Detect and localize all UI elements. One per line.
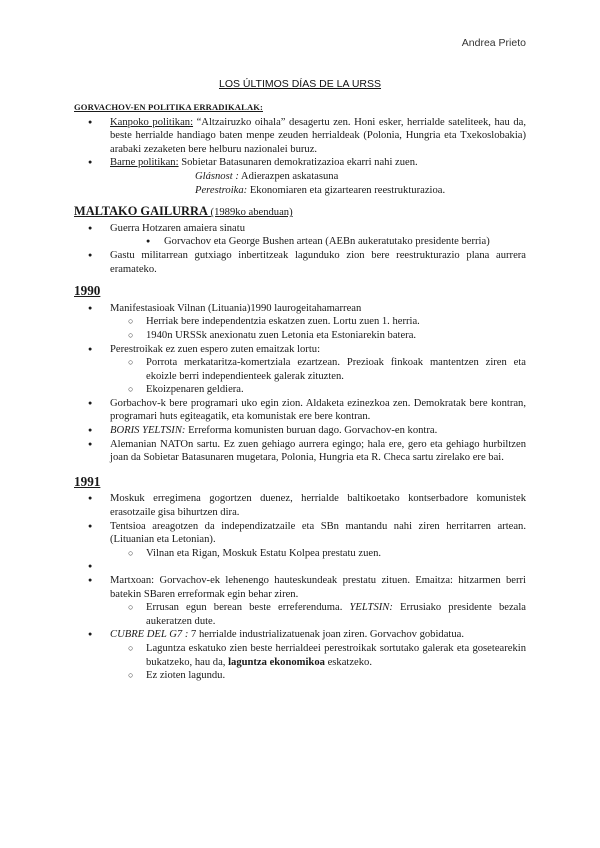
item-label: Barne politikan: xyxy=(110,157,179,169)
list-malta xyxy=(74,222,526,276)
document-body xyxy=(74,101,526,683)
list-politika xyxy=(74,116,526,170)
sub-text: eskatzeko. xyxy=(324,656,372,668)
section-heading-malta xyxy=(74,205,526,220)
section-heading-politika: GORVACHOV-EN POLITIKA ERRADIKALAK: xyxy=(74,102,263,112)
sub-text: Errusan egun berean beste erreferenduma. xyxy=(146,602,350,614)
item-text: “Altzairuzko oihala” desagertu zen. Honi esker, herrialde sateliteek, hau da, beste herrialde handiago baten menpe zeuden herrialdeak (Polonia, Hungria eta Txekoslobakia) arabaki zezaketen bere helburu nazionalei buruz. xyxy=(110,116,527,155)
section-heading-1990: 1990 xyxy=(74,283,101,299)
item-text: Sobietar Batasunaren demokratizazioa ekarri nahi zuen. xyxy=(178,157,418,169)
sub-text: Adierazpen askatasuna xyxy=(238,170,339,182)
list-1991 xyxy=(74,492,526,682)
item-label: CUBRE DEL G7 : xyxy=(110,629,189,641)
sub-label: YELTSIN: xyxy=(349,602,393,614)
list-item: ● Martxoan: Gorvachov-ek lehenengo hauteskundeak prestatu zituen. Emaitza: hitzarmen berri batekin SBaren erreformak egin behar ziren. xyxy=(74,574,526,601)
sub-label: Glásnost : xyxy=(195,170,239,182)
list-item-empty xyxy=(74,560,526,574)
item-label: Kanpoko politikan: xyxy=(110,116,194,128)
list-item: ● Gastu militarrean gutxiago inbertitzeak lagunduko zion bere reestrukturazio plana aurrera eramateko. xyxy=(74,249,526,276)
list-item xyxy=(74,424,526,438)
list-item xyxy=(74,628,526,642)
list-subitem: ○ Ekoizpenaren geldiera. xyxy=(74,383,526,397)
sub-bold: laguntza ekonomikoa xyxy=(228,656,325,668)
item-label: BORIS YELTSIN: xyxy=(110,425,186,437)
sub-label: Perestroika: xyxy=(195,184,248,196)
list-item: ● Moskuk erregimena gogortzen duenez, herrialde baltikoetako kontserbadore komunistek erasotzaile gisa bihurtzen dira. xyxy=(74,492,526,519)
list-item: ● Guerra Hotzaren amaiera sinatu xyxy=(74,222,526,236)
list-1990 xyxy=(74,302,526,465)
sub-text: Errusiako presidente bezala aukeratzen dute. xyxy=(146,602,526,627)
list-item xyxy=(74,156,526,170)
list-item: ● Perestroikak ez zuen espero zuten emaitzak lortu: xyxy=(74,343,526,357)
document-title: LOS ÚLTIMOS DÍAS DE LA URSS xyxy=(218,78,382,90)
list-item: ● Tentsioa areagotzen da independizatzaile eta SBn mantandu nahi ziren herritarren artean. (Lituanian eta Letonian). xyxy=(74,520,526,547)
heading-text: MALTAKO GAILURRA xyxy=(74,204,208,219)
list-subitem: ○ Herriak bere independentzia eskatzen zuen. Lortu zuen 1. herria. xyxy=(74,315,526,329)
heading-note: (1989ko abenduan) xyxy=(207,207,293,219)
list-subitem xyxy=(74,601,526,628)
list-subitem: ○ Vilnan eta Rigan, Moskuk Estatu Kolpea prestatu zuen. xyxy=(74,547,526,561)
item-text: Erreforma komunisten buruan dago. Gorvachov-en kontra. xyxy=(185,425,438,437)
list-item: ● Manifestasioak Vilnan (Lituania)1990 laurogeitahamarrean xyxy=(74,302,526,316)
sub-line-glasnost xyxy=(74,170,526,184)
list-subitem: ● Gorvachov eta George Bushen artean (AEBn aukeratutako presidente berria) xyxy=(74,235,526,249)
sub-text: Ekonomiaren eta gizartearen reestrukturazioa. xyxy=(247,184,446,196)
list-item xyxy=(74,116,526,157)
list-item: ● Gorbachov-k bere programari uko egin zion. Aldaketa ezinezkoa zen. Demokratak bere kontran, programari huts egiteagatik, eta komunistak ere bere kontran. xyxy=(74,397,526,424)
list-subitem: ○ 1940n URSSk anexionatu zuen Letonia eta Estoniarekin batera. xyxy=(74,329,526,343)
list-subitem: ○ Ez zioten lagundu. xyxy=(74,669,526,683)
list-subitem: ○ Porrota merkataritza-komertziala ezartzean. Prezioak finkoak mantentzen ziren eta ekoizle berri independienteek galerak zituzten. xyxy=(74,356,526,383)
author-name: Andrea Prieto xyxy=(461,37,526,49)
section-heading-1991: 1991 xyxy=(74,473,101,489)
sub-line-perestroika xyxy=(74,184,526,198)
list-subitem xyxy=(74,642,526,669)
sub-text: Laguntza eskatuko zien beste herrialdeei perestroikak sortutako galerak eta gosetearekin bukatzeko, hau da, xyxy=(146,642,526,668)
list-item: ● Alemanian NATOn sartu. Ez zuen gehiago aurrera egingo; hala ere, gero eta gehiago hurbiltzen joan da Sobietar Batasunaren mugetara, Polonia, Hungria eta R. Checa sartu zirelako ere bai. xyxy=(74,438,526,465)
item-text: 7 herrialde industrializatuenak joan ziren. Gorvachov gobidatua. xyxy=(188,629,465,641)
